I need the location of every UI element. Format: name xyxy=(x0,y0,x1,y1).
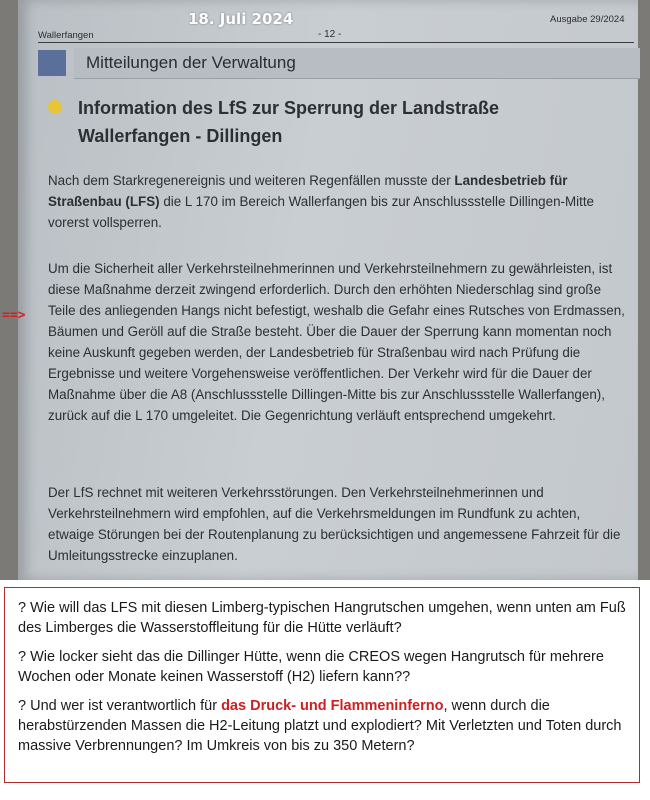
date-stamp: 18. Juli 2024 xyxy=(188,10,294,28)
header-rule xyxy=(38,42,634,43)
paragraph-1-text-a: Nach dem Starkregenereignis und weiteren Regenfällen musste der xyxy=(48,173,455,188)
paragraph-1-text-b: die L 170 im Bereich Wallerfangen bis zur Anschlussstelle Dillingen-Mitte vorerst vollsperren. xyxy=(48,194,594,230)
page-number: - 12 - xyxy=(318,29,342,40)
question-2: ? Wie locker sieht das die Dillinger Hütte, wenn die CREOS wegen Hangrutsch für mehrere Wochen oder Monate keinen Wasserstoff (H2) liefern kann?? xyxy=(18,649,604,685)
article-title-line1: Information des LfS zur Sperrung der Landstraße xyxy=(78,98,500,118)
section-title: Mitteilungen der Verwaltung xyxy=(86,53,296,72)
article-title-line2: Wallerfangen - Dillingen xyxy=(78,126,283,146)
bullet-dot-icon xyxy=(48,100,62,114)
paragraph-3: Der LfS rechnet mit weiteren Verkehrsstörungen. Den Verkehrsteilnehmerinnen und Verkehrsteilnehmern wird empfohlen, auf die Verkehrsmeldungen im Rundfunk zu achten, etwaige Störungen bei der Routenplanung zu berücksichtigen und angemessene Fahrzeit für die Umleitungsstrecke einzuplanen. xyxy=(48,485,621,563)
page-header-left: Wallerfangen xyxy=(38,30,94,41)
question-3 xyxy=(18,696,629,756)
paragraph-1 xyxy=(48,170,628,233)
paragraph-2: Um die Sicherheit aller Verkehrsteilnehmerinnen und Verkehrsteilnehmern zu gewährleisten, ist diese Maßnahme derzeit zwingend erforderlich. Durch den erhöhten Niederschlag sind große Teile des anliegenden Hangs nicht befestigt, weshalb die Gefahr eines Rutsches von Erdmassen, Bäumen und Geröll auf die Straße besteht. Über die Dauer der Sperrung kann momentan noch keine Auskunft gegeben werden, der Landesbetrieb für Straßenbau wird nach Prüfung die Ergebnisse und weitere Vorgehensweise veröffentlichen. Der Verkehr wird für die Dauer der Maßnahme über die A8 (Anschlussstelle Dillingen-Mitte bis zur Anschlussstelle Wallerfangen), zurück auf die L 170 umgeleitet. Die Gegenrichtung verläuft entsprechend umgekehrt. xyxy=(48,261,625,423)
question-1: ? Wie will das LFS mit diesen Limberg-typischen Hangrutschen umgehen, wenn unten am Fuß des Limberges die Wasserstoffleitung für die Hütte verläuft? xyxy=(18,600,626,636)
paragraph-1-bold: Landesbetrieb für Straßenbau (LFS) xyxy=(48,173,568,209)
question-3-highlight: das Druck- und Flammeninferno xyxy=(221,698,444,714)
section-square-icon xyxy=(38,50,66,76)
question-3-text-b: , wenn durch die herabstürzenden Massen die H2-Leitung platzt und explodiert? Mit Verletzten und Toten durch massive Verbrennungen? Im Umkreis von bis zu 350 Metern? xyxy=(18,698,622,754)
issue-number: Ausgabe 29/2024 xyxy=(550,14,625,25)
article-title xyxy=(78,94,618,150)
comment-box xyxy=(4,587,640,783)
question-3-text-a: ? Und wer ist verantwortlich für xyxy=(18,698,222,714)
arrow-marker: ==> xyxy=(2,308,26,323)
